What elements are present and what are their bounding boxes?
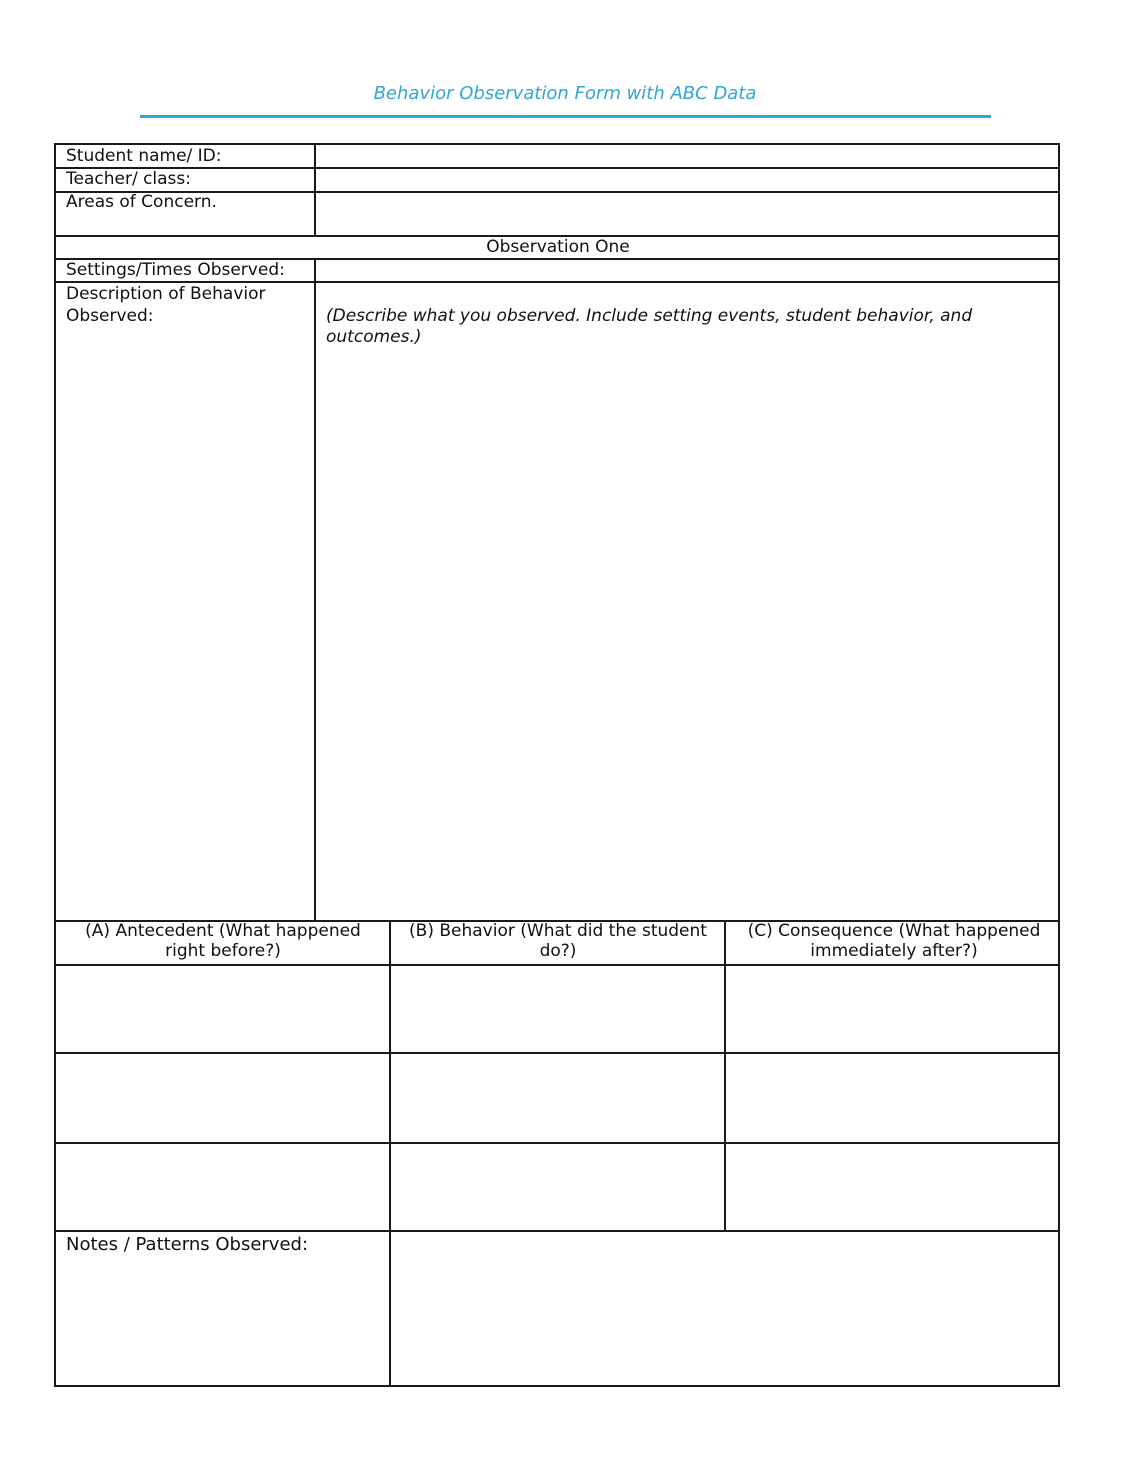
areas-of-concern-field[interactable] <box>318 193 1058 235</box>
consequence-header: (C) Consequence (What happened immediately after?) <box>747 921 1041 961</box>
column-divider <box>314 258 316 920</box>
teacher-class-label: Teacher/ class: <box>66 169 192 189</box>
student-name-field[interactable] <box>318 145 1058 167</box>
document-title: Behavior Observation Form with ABC Data <box>373 83 757 104</box>
behavior-cell[interactable] <box>391 966 724 1052</box>
antecedent-cell[interactable] <box>56 1054 389 1142</box>
behavior-header: (B) Behavior (What did the student do?) <box>409 921 707 961</box>
student-name-label: Student name/ ID: <box>66 146 222 166</box>
description-label-line2: Observed: <box>66 306 154 326</box>
column-divider <box>314 145 316 236</box>
settings-times-field[interactable] <box>318 260 1058 281</box>
observation-section-title: Observation One <box>486 237 630 257</box>
description-label-line1: Description of Behavior <box>66 284 266 304</box>
description-field[interactable] <box>318 283 1058 919</box>
antecedent-cell[interactable] <box>56 966 389 1052</box>
areas-of-concern-label: Areas of Concern. <box>66 192 217 212</box>
teacher-class-field[interactable] <box>318 169 1058 191</box>
antecedent-header: (A) Antecedent (What happened right before?) <box>85 921 361 961</box>
antecedent-cell[interactable] <box>56 1144 389 1230</box>
behavior-cell[interactable] <box>391 1144 724 1230</box>
consequence-cell[interactable] <box>726 966 1060 1052</box>
notes-label: Notes / Patterns Observed: <box>66 1234 309 1255</box>
title-underline <box>140 115 991 118</box>
notes-field[interactable] <box>393 1232 1058 1385</box>
description-hint: (Describe what you observed. Include setting events, student behavior, and outcomes.) <box>326 306 973 347</box>
behavior-cell[interactable] <box>391 1054 724 1142</box>
observation-form <box>54 143 1060 1387</box>
settings-times-label: Settings/Times Observed: <box>66 260 285 280</box>
consequence-cell[interactable] <box>726 1144 1060 1230</box>
consequence-cell[interactable] <box>726 1054 1060 1142</box>
